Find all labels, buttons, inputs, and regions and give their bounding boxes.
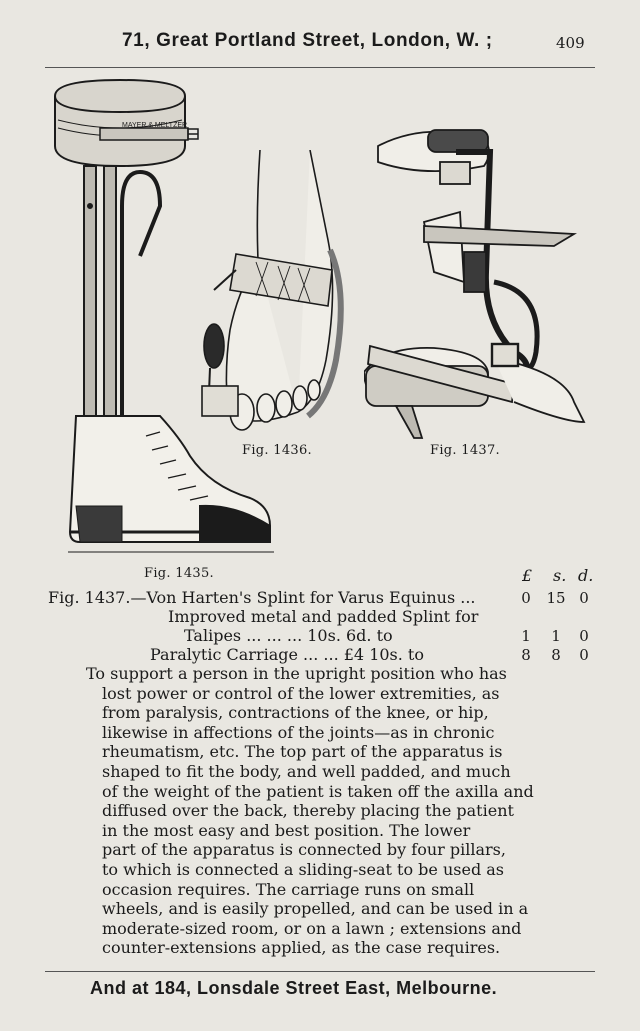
description-line: to which is connected a sliding-seat to be used as [102,859,505,879]
price-shillings: 8 [551,646,561,664]
header-address: 71, Great Portland Street, London, W. ; [122,30,493,51]
description-line: To support a person in the upright position who has [86,664,507,683]
footer-rule [45,971,595,972]
description-line: part of the apparatus is connected by four pillars, [102,840,506,860]
description-line: rheumatism, etc. The top part of the apparatus is [102,742,503,762]
header-rule [45,67,595,68]
price-shillings: 15 [546,589,566,607]
footer-address: And at 184, Lonsdale Street East, Melbourne. [90,978,498,998]
pounds-header: £ [522,566,533,585]
fig-1437-label: Fig. 1437. [430,443,500,458]
price-pounds: 0 [521,589,531,607]
description-line: diffused over the back, thereby placing the patient [102,801,514,821]
pence-header: d. [578,566,594,585]
description-line: shaped to fit the body, and well padded, and much [102,761,511,781]
price-shillings: 1 [551,627,561,645]
page-header [0,26,640,66]
description-line: counter-extensions applied, as the case requires. [102,938,501,958]
price-pounds: 1 [521,627,531,645]
description-line: occasion requires. The carriage runs on small [102,879,475,899]
description-line: wheels, and is easily propelled, and can be used in a [102,899,529,919]
description-line: from paralysis, contractions of the knee, or hip, [102,703,489,723]
page-number: 409 [556,34,585,52]
fig-1436-label: Fig. 1436. [242,443,312,458]
price-row-text: Paralytic Carriage ... ... £4 10s. to [150,645,424,664]
fig-1436-illustration [198,150,356,440]
description-line: lost power or control of the lower extremities, as [102,683,500,703]
price-row-text: Improved metal and padded Splint for [168,607,479,626]
price-pence: 0 [579,627,589,645]
description-line: in the most easy and best position. The lower [102,820,471,840]
price-row-text: Talipes ... ... ... 10s. 6d. to [184,626,393,645]
description-line: of the weight of the patient is taken off the axilla and [102,781,534,801]
description-line: likewise in affections of the joints—as in chronic [102,722,495,742]
fig-1435-label: Fig. 1435. [144,566,214,581]
description-line: moderate-sized room, or on a lawn ; extensions and [102,918,522,938]
price-row-text: Fig. 1437.—Von Harten's Splint for Varus Equinus ... [48,588,476,607]
price-pounds: 8 [521,646,531,664]
shillings-header: s. [553,566,567,585]
price-pence: 0 [579,589,589,607]
collar-stamp: MAYER & MELTZER [122,122,188,129]
description-paragraph [86,664,534,958]
price-pence: 0 [579,646,589,664]
fig-1437-illustration [364,122,590,442]
